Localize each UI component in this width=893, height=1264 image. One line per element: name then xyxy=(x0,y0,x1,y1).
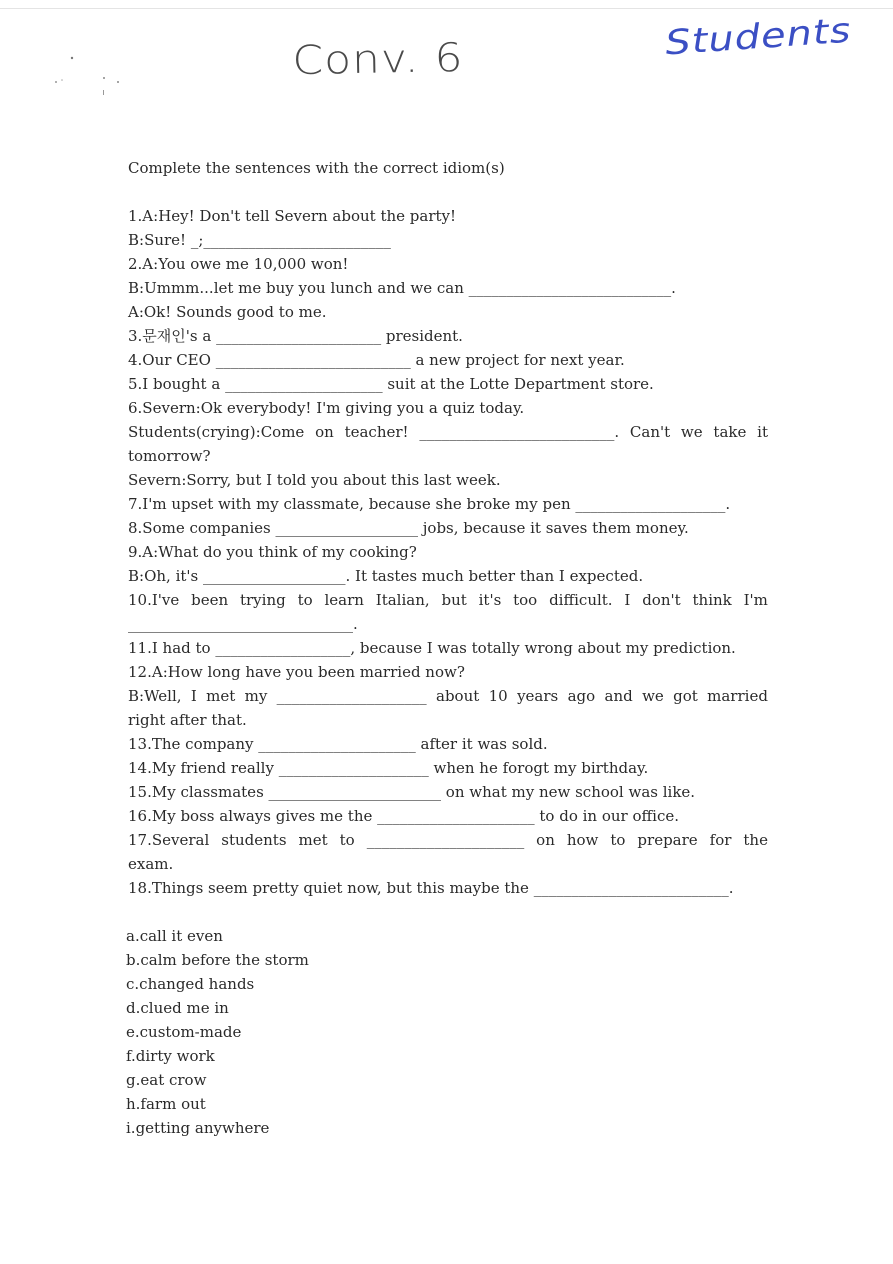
question-line: A:Ok! Sounds good to me. xyxy=(128,303,327,321)
option-item: h.farm out xyxy=(126,1095,206,1113)
question-line: Severn:Sorry, but I told you about this last week. xyxy=(128,471,501,489)
question-line: B:Sure! _;_________________________ xyxy=(128,231,391,249)
question-line: ______________________________. xyxy=(128,615,358,633)
option-item: c.changed hands xyxy=(126,975,255,993)
question-line-justified: B:Well, I met my ____________________ about 10 years ago and we got married xyxy=(128,687,768,705)
question-line: 11.I had to __________________, because I was totally wrong about my prediction. xyxy=(128,639,736,657)
option-item: b.calm before the storm xyxy=(126,951,309,969)
question-line: tomorrow? xyxy=(128,447,211,465)
question-line: 14.My friend really ____________________ when he forogt my birthday. xyxy=(128,759,649,777)
scan-specks xyxy=(50,50,130,110)
option-item: e.custom-made xyxy=(126,1023,242,1041)
question-line: 1.A:Hey! Don't tell Severn about the party! xyxy=(128,207,457,225)
option-item: i.getting anywhere xyxy=(126,1119,270,1137)
worksheet xyxy=(128,156,768,1140)
question-line: 13.The company _____________________ after it was sold. xyxy=(128,735,548,753)
question-line: 9.A:What do you think of my cooking? xyxy=(128,543,417,561)
question-line-justified: 10.I've been trying to learn Italian, but it's too difficult. I don't think I'm xyxy=(128,591,768,609)
question-line: 16.My boss always gives me the _____________________ to do in our office. xyxy=(128,807,680,825)
question-line: 12.A:How long have you been married now? xyxy=(128,663,465,681)
idiom-options xyxy=(126,924,768,1140)
page-top-edge xyxy=(0,8,893,9)
instruction: Complete the sentences with the correct idiom(s) xyxy=(128,159,505,177)
question-line-justified: 17.Several students met to _____________________ on how to prepare for the xyxy=(128,831,768,849)
question-line: B:Oh, it's ___________________. It tastes much better than I expected. xyxy=(128,567,644,585)
option-item: g.eat crow xyxy=(126,1071,207,1089)
handwritten-title: Conv. 6 xyxy=(292,35,464,84)
question-line: exam. xyxy=(128,855,174,873)
handwritten-label-students: Students xyxy=(664,11,853,64)
option-item: d.clued me in xyxy=(126,999,229,1017)
question-line: 5.I bought a _____________________ suit at the Lotte Department store. xyxy=(128,375,654,393)
question-line: 2.A:You owe me 10,000 won! xyxy=(128,255,349,273)
question-line: 18.Things seem pretty quiet now, but this maybe the __________________________. xyxy=(128,879,734,897)
question-line: 15.My classmates _______________________ on what my new school was like. xyxy=(128,783,696,801)
question-line: 6.Severn:Ok everybody! I'm giving you a quiz today. xyxy=(128,399,525,417)
question-line: B:Ummm...let me buy you lunch and we can ___________________________. xyxy=(128,279,676,297)
option-item: a.call it even xyxy=(126,927,223,945)
question-line: 3.문재인's a ______________________ president. xyxy=(128,327,463,345)
question-line: 8.Some companies ___________________ jobs, because it saves them money. xyxy=(128,519,689,537)
option-item: f.dirty work xyxy=(126,1047,215,1065)
question-line-justified: Students(crying):Come on teacher! __________________________. Can't we take it xyxy=(128,423,768,441)
question-line: 4.Our CEO __________________________ a new project for next year. xyxy=(128,351,625,369)
question-line: right after that. xyxy=(128,711,247,729)
question-line: 7.I'm upset with my classmate, because she broke my pen ____________________. xyxy=(128,495,731,513)
